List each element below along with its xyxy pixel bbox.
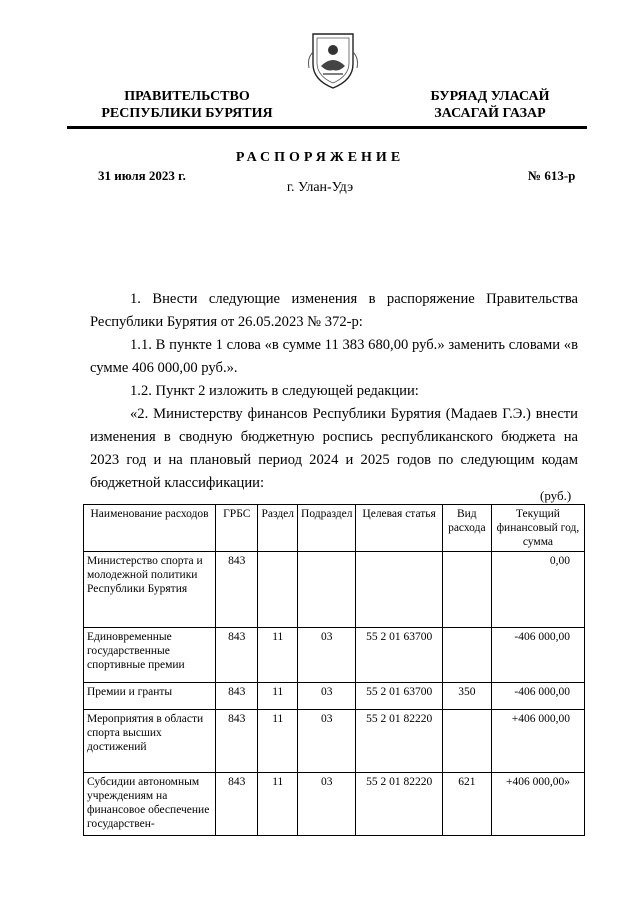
- header-left-line1: ПРАВИТЕЛЬСТВО: [124, 89, 250, 104]
- cell-target-article: 55 2 01 63700: [356, 683, 442, 710]
- cell-subsection: 03: [298, 773, 356, 836]
- cell-grbs: 843: [216, 628, 258, 683]
- table-row: [84, 628, 585, 683]
- header-right-line1: БУРЯАД УЛАСАЙ: [430, 89, 550, 104]
- cell-subsection: [298, 552, 356, 628]
- document-body: [90, 288, 578, 495]
- cell-section: 11: [258, 710, 298, 773]
- cell-expense-type: 621: [442, 773, 491, 836]
- cell-grbs: 843: [216, 552, 258, 628]
- cell-target-article: 55 2 01 63700: [356, 628, 442, 683]
- document-number: № 613-р: [528, 168, 576, 183]
- col-header-expense-type: Вид расхода: [442, 505, 491, 552]
- cell-expense-type: 350: [442, 683, 491, 710]
- cell-name: Премии и гранты: [84, 683, 216, 710]
- cell-amount: -406 000,00: [491, 628, 584, 683]
- table-row: [84, 683, 585, 710]
- col-header-subsection: Подраздел: [298, 505, 356, 552]
- cell-name: Министерство спорта и молодежной политики Республики Бурятия: [84, 552, 216, 628]
- header-divider: [67, 126, 587, 129]
- cell-amount: 0,00: [491, 552, 584, 628]
- header-left-line2: РЕСПУБЛИКИ БУРЯТИЯ: [101, 106, 273, 121]
- table-row: [84, 552, 585, 628]
- cell-expense-type: [442, 628, 491, 683]
- cell-amount: +406 000,00: [491, 710, 584, 773]
- cell-grbs: 843: [216, 710, 258, 773]
- coat-of-arms-emblem: [305, 28, 361, 90]
- col-header-name: Наименование расходов: [84, 505, 216, 552]
- paragraph-2: «2. Министерству финансов Республики Бурятия (Мадаев Г.Э.) внести изменения в сводную бюджетную роспись республиканского бюджета на 2023 год и на плановый период 2024 и 2025 годов по следующим кодам бюджетной классификации:: [90, 406, 578, 491]
- cell-expense-type: [442, 710, 491, 773]
- cell-name: Субсидии автономным учреждениям на финансовое обеспечение государствен-: [84, 773, 216, 836]
- cell-target-article: 55 2 01 82220: [356, 710, 442, 773]
- table-header-row: [84, 505, 585, 552]
- col-header-grbs: ГРБС: [216, 505, 258, 552]
- col-header-amount: Текущий финансовый год, сумма: [491, 505, 584, 552]
- cell-name: Единовременные государственные спортивные премии: [84, 628, 216, 683]
- cell-amount: -406 000,00: [491, 683, 584, 710]
- cell-section: 11: [258, 628, 298, 683]
- cell-target-article: 55 2 01 82220: [356, 773, 442, 836]
- cell-target-article: [356, 552, 442, 628]
- cell-subsection: 03: [298, 628, 356, 683]
- header-left-title: [72, 88, 302, 122]
- col-header-target-article: Целевая статья: [356, 505, 442, 552]
- col-header-section: Раздел: [258, 505, 298, 552]
- header-right-title: [390, 88, 590, 122]
- cell-section: 11: [258, 683, 298, 710]
- cell-expense-type: [442, 552, 491, 628]
- cell-subsection: 03: [298, 683, 356, 710]
- document-city: г. Улан-Удэ: [286, 180, 354, 195]
- document-title: РАСПОРЯЖЕНИЕ: [235, 150, 405, 165]
- cell-subsection: 03: [298, 710, 356, 773]
- cell-section: [258, 552, 298, 628]
- table-unit: (руб.): [540, 488, 572, 503]
- table-row: [84, 710, 585, 773]
- table-row: [84, 773, 585, 836]
- paragraph-1-1: 1.1. В пункте 1 слова «в сумме 11 383 680,00 руб.» заменить словами «в сумме 406 000,00 руб.».: [90, 337, 578, 376]
- cell-section: 11: [258, 773, 298, 836]
- paragraph-1-2: 1.2. Пункт 2 изложить в следующей редакции:: [130, 383, 419, 399]
- cell-grbs: 843: [216, 683, 258, 710]
- cell-grbs: 843: [216, 773, 258, 836]
- cell-amount: +406 000,00»: [491, 773, 584, 836]
- header-right-line2: ЗАСАГАЙ ГАЗАР: [434, 106, 546, 121]
- cell-name: Мероприятия в области спорта высших достижений: [84, 710, 216, 773]
- paragraph-1: 1. Внести следующие изменения в распоряжение Правительства Республики Бурятия от 26.05.2023 № 372-р:: [90, 291, 578, 330]
- budget-table: [83, 504, 585, 836]
- document-date: 31 июля 2023 г.: [98, 168, 186, 183]
